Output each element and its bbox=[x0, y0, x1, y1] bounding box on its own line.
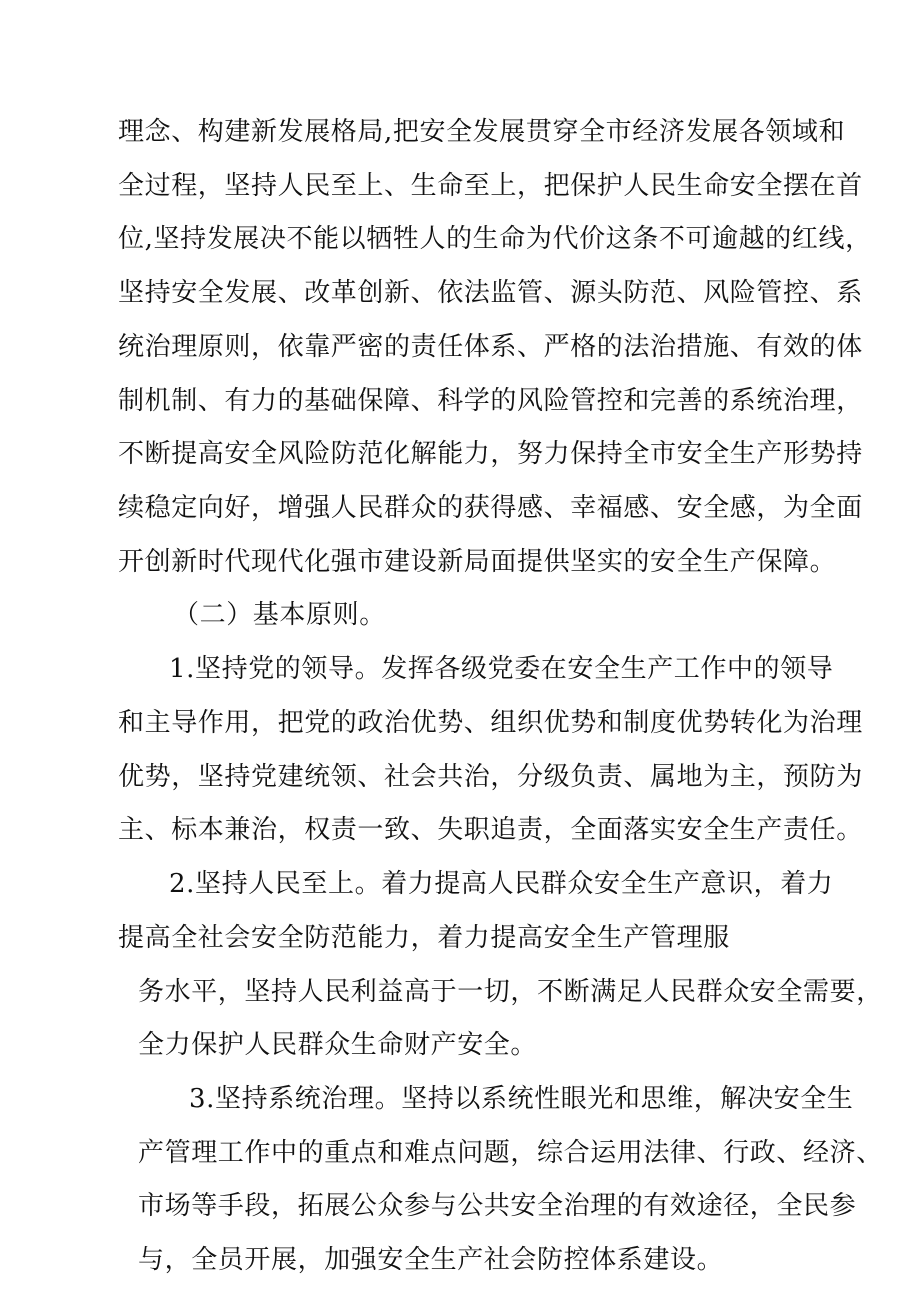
body-line-16: 提高全社会安全防范能力，着力提高安全生产管理服 bbox=[118, 923, 730, 953]
body-line-11: 1.坚持党的领导。发挥各级党委在安全生产工作中的领导 bbox=[169, 654, 834, 684]
body-line-3: 位,坚持发展决不能以牺牲人的生命为代价这条不可逾越的红线， bbox=[118, 224, 872, 254]
body-line-15: 2.坚持人民至上。着力提高人民群众安全生产意识，着力 bbox=[169, 869, 834, 899]
body-line-4: 坚持安全发展、改革创新、依法监管、源头防范、风险管控、系 bbox=[118, 278, 863, 308]
body-line-1: 理念、构建新发展格局,把安全发展贯穿全市经济发展各领域和 bbox=[118, 117, 846, 147]
body-line-14: 主、标本兼治，权责一致、失职追责，全面落实安全生产责任。 bbox=[118, 815, 863, 845]
body-line-20: 产管理工作中的重点和难点问题，综合运用法律、行政、经济、 bbox=[138, 1138, 883, 1168]
section-heading: （二）基本原则。 bbox=[173, 600, 386, 630]
body-line-2: 全过程，坚持人民至上、生命至上，把保护人民生命安全摆在首 bbox=[118, 171, 863, 201]
body-line-9: 开创新时代现代化强市建设新局面提供坚实的安全生产保障。 bbox=[118, 547, 837, 577]
body-line-8: 续稳定向好，增强人民群众的获得感、幸福感、安全感，为全面 bbox=[118, 493, 863, 523]
body-line-13: 优势，坚持党建统领、社会共治，分级负责、属地为主，预防为 bbox=[118, 762, 863, 792]
body-line-17: 务水平，坚持人民利益高于一切，不断满足人民群众安全需要， bbox=[138, 977, 883, 1007]
body-line-6: 制机制、有力的基础保障、科学的风险管控和完善的系统治理， bbox=[118, 386, 863, 416]
body-line-5: 统治理原则，依靠严密的责任体系、严格的法治措施、有效的体 bbox=[118, 332, 863, 362]
body-line-7: 不断提高安全风险防范化解能力，努力保持全市安全生产形势持 bbox=[118, 439, 863, 469]
body-line-18: 全力保护人民群众生命财产安全。 bbox=[138, 1030, 538, 1060]
body-line-12: 和主导作用，把党的政治优势、组织优势和制度优势转化为治理 bbox=[118, 708, 863, 738]
body-line-21: 市场等手段，拓展公众参与公共安全治理的有效途径，全民参 bbox=[138, 1191, 857, 1221]
body-line-19: 3.坚持系统治理。坚持以系统性眼光和思维，解决安全生 bbox=[189, 1084, 854, 1114]
body-line-22: 与，全员开展，加强安全生产社会防控体系建设。 bbox=[138, 1245, 724, 1275]
